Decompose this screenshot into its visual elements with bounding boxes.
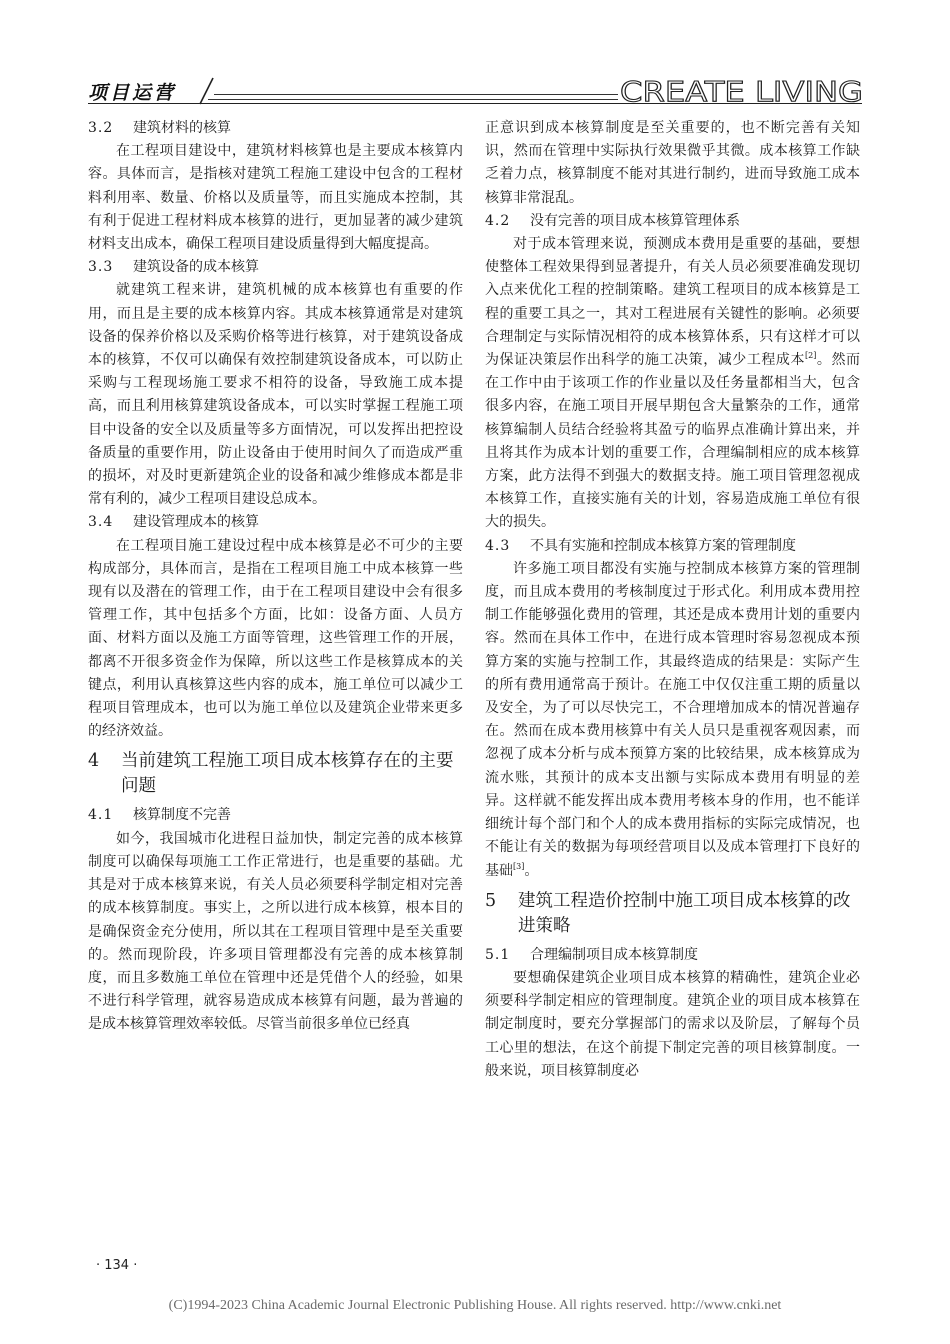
right-column — [485, 117, 860, 1083]
svg-text:CREATE LIVING: CREATE LIVING — [620, 75, 863, 108]
section-heading-4-3: 4.3 不具有实施和控制成本核算方案的管理制度 — [485, 537, 796, 554]
header-line-top — [214, 94, 618, 95]
section-heading-5-1: 5.1 合理编制项目成本核算制度 — [485, 946, 698, 963]
section-heading-5: 5 建筑工程造价控制中施工项目成本核算的改进策略 — [485, 890, 851, 936]
section-heading-3-3: 3.3 建筑设备的成本核算 — [88, 259, 259, 276]
left-column — [88, 117, 463, 1037]
copyright-footer: (C)1994-2023 China Academic Journal Electronic Publishing House. All rights reserved. http://www.cnki.net — [168, 1298, 782, 1313]
paragraph: 在工程项目施工建设过程中成本核算是必不可少的主要构成部分，具体而言，是指在工程项目施工中成本核算一些现有以及潜在的管理工作，由于在工程项目建设中会有很多管理工作，其中包括多个方面，比如：设备方面、人员方面、材料方面以及施工方面等管理，这些管理工作的开展，都离不开很多资金作为保障，所以这些工作是核算成本的关键点，利用认真核算这些内容的成本，施工单位可以减少工程项目管理成本，也可以为施工单位以及建筑企业带来更多的经济效益。 — [88, 537, 463, 740]
paragraph: 要想确保建筑企业项目成本核算的精确性，建筑企业必须要科学制定相应的管理制度。建筑企业的项目成本核算在制定制度时，要充分掌握部门的需求以及阶层，了解每个员工心里的想法，在这个前提下制定完善的项目核算制度。一般来说，项目核算制度必 — [485, 969, 860, 1079]
paragraph: 就建筑工程来讲，建筑机械的成本核算也有重要的作用，而且是主要的成本核算内容。其成本核算通常是对建筑设备的保养价格以及采购价格等进行核算，对于建筑设备成本的核算，不仅可以确保有效控制建筑设备成本，可以防止采购与工程现场施工要求不相符的设备，导致施工成本提高，而且利用核算建筑设备成本，可以实时掌握工程施工项目中设备的安全以及质量等多方面情况，可以发挥出把控设备质量的重要作用，防止设备由于使用时间久了而造成严重的损坏，对及时更新建筑企业的设备和减少维修成本都是非常有利的，减少工程项目建设总成本。 — [88, 282, 463, 508]
paragraph: 如今，我国城市化进程日益加快，制定完善的成本核算制度可以确保每项施工工作正常进行，也是重要的基础。尤其是对于成本核算来说，有关人员必须要科学制定相对完善的成本核算制度。事实上，之所以进行成本核算，根本目的是确保资金充分使用，所以其在工程项目管理中是至关重要的。然而现阶段，许多项目管理都没有完善的成本核算制度，而且多数施工单位在管理中还是凭借个人的经验，如果不进行科学管理，就容易造成成本核算有问题，最为普遍的是成本核算管理效率较低。尽管当前很多单位已经真 — [88, 830, 463, 1033]
paragraph: 许多施工项目都没有实施与控制成本核算方案的管理制度，而且成本费用的考核制度过于形式化。利用成本费用控制工作能够强化费用的管理，其还是成本费用计划的重要内容。然而在具体工作中，在进行成本管理时容易忽视成本预算方案的实施与控制工作，其最终造成的结果是：实际产生的所有费用通常高于预计。在施工中仅仅注重工期的质量以及安全，为了可以尽快完工，不合理增加成本的情况普遍存在。然而在成本费用核算中有关人员只是重视客观因素，而忽视了成本分析与成本预算方案的比较结果，成本核算成为流水账，其预计的成本支出额与实际成本费用有明显的差异。这样就不能发挥出成本费用考核本身的作用，也不能详细统计每个部门和个人的成本费用指标的实际完成情况，也不能让有关的数据为每项经营项目以及成本管理打下良好的基础[3]。 — [485, 560, 860, 879]
section-heading-3-4: 3.4 建设管理成本的核算 — [88, 514, 259, 531]
section-heading-4: 4 当前建筑工程施工项目成本核算存在的主要问题 — [88, 751, 454, 797]
journal-brand-logo — [618, 74, 864, 108]
section-heading-4-2: 4.2 没有完善的项目成本核算管理体系 — [485, 212, 740, 229]
paragraph: 对于成本管理来说，预测成本费用是重要的基础，要想使整体工程效果得到显著提升，有关人员必须要准确发现切入点来优化工程的控制策略。建筑工程项目的成本核算是工程的重要工具之一，其对工程进展有关键性的影响。必须要合理制定与实际情况相符的成本核算体系，只有这样才可以为保证决策层作出科学的施工决策，减少工程成本[2]。然而在工作中由于该项工作的作业量以及任务量都相当大，包含很多内容，在施工项目开展早期包含大量繁杂的工作，通常核算编制人员结合经验将其盈亏的临界点准确计算出来，并且将其作为成本计划的重要工作，合理编制相应的成本核算方案，此方法得不到强大的数据支持。施工项目管理忽视成本核算工作，直接实施有关的计划，容易造成施工单位有很大的损失。 — [485, 236, 861, 531]
citation-ref: [2] — [805, 351, 817, 361]
header-slash-decoration — [196, 76, 216, 106]
paragraph: 在工程项目建设中，建筑材料核算也是主要成本核算内容。具体而言，是指核对建筑工程施工建设中包含的工程材料利用率、数量、价格以及质量等，而且实施成本控制，其有利于促进工程材料成本核算的进行，更加显著的减少建筑材料支出成本，确保工程项目建设质量得到大幅度提高。 — [88, 143, 463, 253]
section-label: 项目运营 — [88, 82, 177, 104]
citation-ref: [3] — [513, 861, 525, 871]
section-heading-4-1: 4.1 核算制度不完善 — [88, 807, 231, 824]
header-line-bottom — [208, 99, 618, 100]
paragraph-continued: 正意识到成本核算制度是至关重要的，也不断完善有关知识，然而在管理中实际执行效果微乎其微。成本核算工作缺乏着力点，核算制度不能对其进行制约，进而导致施工成本核算非常混乱。 — [485, 120, 860, 206]
page-number: · 134 · — [96, 1258, 138, 1273]
section-heading-3-2: 3.2 建筑材料的核算 — [88, 120, 231, 136]
